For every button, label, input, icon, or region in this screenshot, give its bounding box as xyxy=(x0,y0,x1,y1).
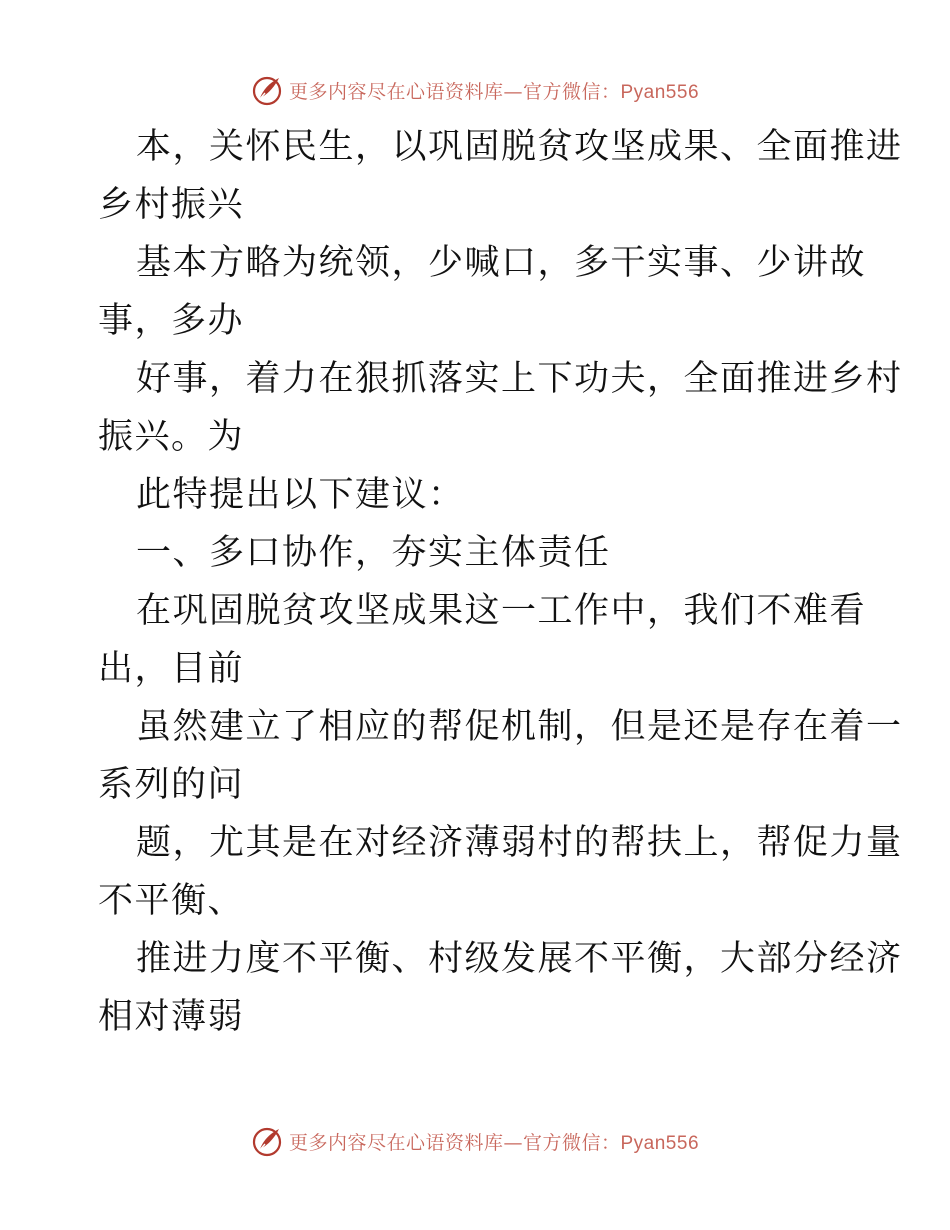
quill-logo-icon xyxy=(251,1125,283,1157)
watermark-text: 更多内容尽在心语资料库—官方微信：Pyan556 xyxy=(288,1131,700,1154)
text-line: 乡村振兴 xyxy=(98,185,245,225)
text-line: 本，关怀民生，以巩固脱贫攻坚成果、全面推进 xyxy=(136,127,903,167)
text-line: 不平衡、 xyxy=(98,881,245,921)
text-line: 相对薄弱 xyxy=(98,997,245,1037)
text-line: 推进力度不平衡、村级发展不平衡，大部分经济 xyxy=(136,939,903,979)
text-line: 此特提出以下建议： xyxy=(136,475,465,515)
text-line: 在巩固脱贫攻坚成果这一工作中，我们不难看 xyxy=(136,591,867,631)
header-watermark xyxy=(0,70,950,110)
text-line: 题，尤其是在对经济薄弱村的帮扶上，帮促力量 xyxy=(136,823,903,863)
text-line: 出，目前 xyxy=(98,649,245,689)
document-body xyxy=(98,118,903,1046)
quill-logo-icon xyxy=(251,74,283,106)
text-line: 基本方略为统领，少喊口，多干实事、少讲故 xyxy=(136,243,867,283)
text-line: 好事，着力在狠抓落实上下功夫，全面推进乡村 xyxy=(136,359,903,399)
watermark-text: 更多内容尽在心语资料库—官方微信：Pyan556 xyxy=(288,80,700,103)
text-line: 虽然建立了相应的帮促机制，但是还是存在着一 xyxy=(136,707,903,747)
section-heading: 一、多口协作，夯实主体责任 xyxy=(136,533,611,573)
text-line: 事，多办 xyxy=(98,301,245,341)
footer-watermark xyxy=(0,1121,950,1161)
text-line: 系列的问 xyxy=(98,765,245,805)
text-line: 振兴。为 xyxy=(98,417,245,457)
